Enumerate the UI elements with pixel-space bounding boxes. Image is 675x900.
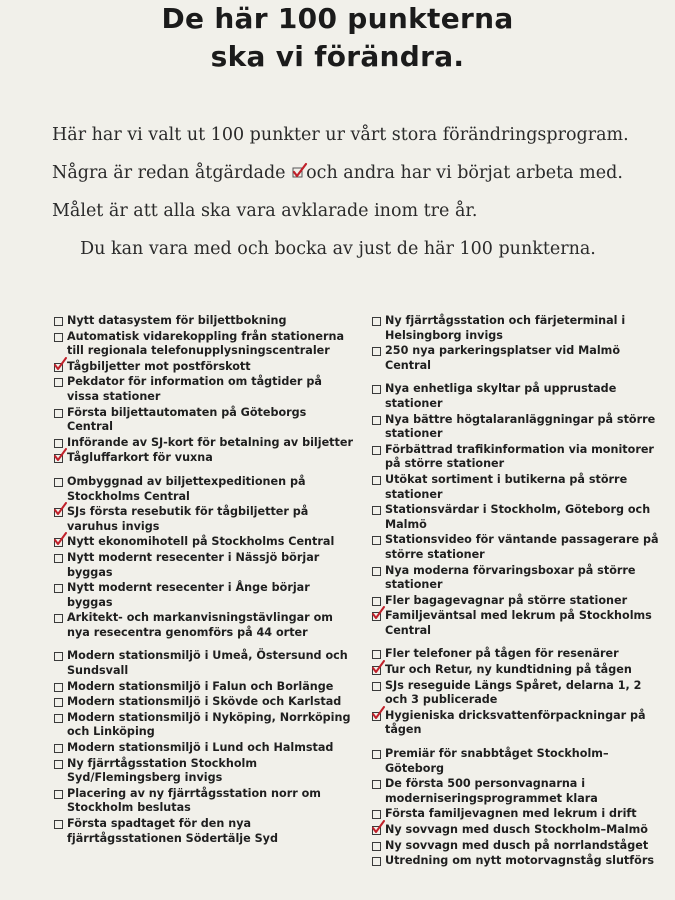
checkbox-icon [372, 842, 381, 851]
checklist-item [54, 505, 354, 534]
checklist-item [372, 413, 662, 442]
checkbox-icon [54, 409, 63, 418]
checklist-item-text: Placering av ny fjärrtågsstation norr om Stockholm beslutas [67, 786, 321, 815]
intro-line-2 [52, 154, 652, 192]
checkbox-icon [372, 650, 381, 659]
checklist-item-text: Första spadtaget för den nya fjärrtågsstationen Södertälje Syd [67, 817, 278, 845]
checkbox-icon [372, 567, 381, 576]
checklist-item [54, 680, 354, 695]
checklist-item [54, 475, 354, 504]
checklist-item [372, 503, 662, 532]
checkbox-icon [54, 614, 63, 623]
checklist-item-text: Ny sovvagn med dusch på norrlandståget [385, 838, 649, 852]
checkmark-icon [371, 706, 385, 720]
headline-line-2: ska vi förändra. [210, 40, 465, 73]
intro-text [52, 116, 652, 268]
intro-line-3: Målet är att alla ska vara avklarade inom tre år. [52, 201, 478, 221]
checklist-item-text: Nya bättre högtalaranläggningar på större stationer [385, 412, 656, 441]
checklist-item-text: Pekdator för information om tågtider på vissa stationer [67, 375, 322, 403]
checklist-item-text: Tågbiljetter mot postförskott [67, 359, 251, 373]
checkbox-icon [54, 478, 63, 487]
checklist-group [54, 475, 354, 641]
checkmark-icon [371, 660, 385, 674]
checkbox-icon [54, 439, 63, 448]
checklist-item [372, 747, 662, 776]
intro-line-2-end: och andra har vi börjat arbeta med. [306, 163, 623, 183]
checklist-item [372, 854, 662, 869]
checklist-item [54, 757, 354, 786]
checkbox-icon [372, 750, 381, 759]
checklist-item-text: De första 500 personvagnarna i moderniseringsprogrammet klara [385, 777, 598, 805]
checklist-item-text: Modern stationsmiljö i Skövde och Karlstad [67, 695, 342, 709]
checklist-item [54, 330, 354, 359]
checklist-item-text: Ny fjärrtågsstation Stockholm Syd/Flemingsberg invigs [67, 756, 257, 785]
checkbox-icon [54, 554, 63, 563]
checklist-item [54, 406, 354, 435]
checklist-item-text: Nytt modernt resecenter i Ånge börjar byggas [67, 581, 310, 609]
checklist-item [54, 436, 354, 451]
checklist-item-text: Fler bagagevagnar på större stationer [385, 593, 628, 607]
checklist-item-text: Premiär för snabbtåget Stockholm–Göteborg [385, 747, 609, 775]
intro-line-4: Du kan vara med och bocka av just de här 100 punkterna. [80, 239, 596, 259]
checkbox-icon [54, 584, 63, 593]
checklist-item [54, 711, 354, 740]
checklist-item [54, 314, 354, 329]
left-checklist [54, 314, 354, 855]
checkmark-icon [53, 448, 67, 462]
checklist-group [372, 747, 662, 869]
checkbox-icon [372, 317, 381, 326]
checkmark-icon [53, 532, 67, 546]
checklist-item-text: Nytt ekonomihotell på Stockholms Central [67, 535, 335, 549]
checklist-item [372, 564, 662, 593]
checklist-group [54, 314, 354, 466]
checkbox-icon [372, 416, 381, 425]
checklist-group [372, 647, 662, 738]
checklist-item-text: Första familjevagnen med lekrum i drift [385, 807, 637, 821]
checklist-item-text: Modern stationsmiljö i Falun och Borlänge [67, 679, 334, 693]
checklist-item-text: Nya enhetliga skyltar på upprustade stationer [385, 382, 617, 410]
checkmark-icon [292, 167, 305, 179]
checklist-item [54, 817, 354, 846]
checklist-item-text: Ombyggnad av biljettexpeditionen på Stockholms Central [67, 474, 306, 503]
checkbox-icon [372, 446, 381, 455]
checklist-item [54, 695, 354, 710]
checklist-item-text: Första biljettautomaten på Göteborgs Central [67, 405, 307, 434]
checklist-item [372, 839, 662, 854]
checklist-item-text: Modern stationsmiljö i Lund och Halmstad [67, 741, 334, 755]
checkmark-icon [371, 606, 385, 620]
checkbox-icon [372, 682, 381, 691]
checkbox-icon [54, 714, 63, 723]
checklist-item [54, 787, 354, 816]
checkbox-icon [54, 652, 63, 661]
checkbox-icon [372, 810, 381, 819]
checkbox-icon [372, 597, 381, 606]
checklist-item [54, 611, 354, 640]
checklist-item-text: Nytt modernt resecenter i Nässjö börjar byggas [67, 550, 320, 579]
checkbox-icon [372, 780, 381, 789]
checkbox-icon [54, 760, 63, 769]
checklist-item [54, 741, 354, 756]
checkmark-icon [371, 820, 385, 834]
checklist-item [372, 679, 662, 708]
checklist-item [372, 594, 662, 609]
checklist-item-text: Automatisk vidarekoppling från stationerna till regionala telefonupplysningscentraler [67, 329, 345, 358]
checkbox-icon [54, 378, 63, 387]
intro-line-2-start: Några är redan åtgärdade [52, 163, 286, 183]
checkbox-icon [372, 347, 381, 356]
checklist-group [372, 382, 662, 638]
checklist-item [372, 807, 662, 822]
checklist-item [54, 375, 354, 404]
checklist-item-text: Stationsvärdar i Stockholm, Göteborg och Malmö [385, 503, 651, 531]
checkbox-icon [54, 698, 63, 707]
checkbox-icon [54, 333, 63, 342]
checklist-item [372, 344, 662, 373]
checklist-item [372, 382, 662, 411]
checklist-item [372, 709, 662, 738]
checklist-item-text: Tur och Retur, ny kundtidning på tågen [385, 663, 632, 677]
checklist-item [372, 314, 662, 343]
checklist-item-text: Fler telefoner på tågen för resenärer [385, 647, 619, 661]
checklist-item [372, 473, 662, 502]
checklist-group [372, 314, 662, 373]
checklist-item-text: SJs första resebutik för tågbiljetter på varuhus invigs [67, 505, 309, 533]
checklist-item-text: Förbättrad trafikinformation via monitorer på större stationer [385, 442, 654, 471]
checklist-item [54, 451, 354, 466]
checklist-item [54, 360, 354, 375]
checklist-item [372, 777, 662, 806]
checklist-item-text: Tågluffarkort för vuxna [67, 451, 213, 465]
checklist-item [372, 533, 662, 562]
checkmark-icon [53, 357, 67, 371]
checklist-item-text: Ny fjärrtågsstation och färjeterminal i Helsingborg invigs [385, 314, 626, 342]
checklist-item-text: Hygieniska dricksvattenförpackningar på tågen [385, 708, 646, 737]
checklist-item-text: Stationsvideo för väntande passagerare på större stationer [385, 533, 659, 561]
checkbox-icon [54, 820, 63, 829]
intro-line-1: Här har vi valt ut 100 punkter ur vårt stora förändringsprogram. [52, 125, 629, 145]
checklist-group [54, 649, 354, 846]
checklist-item [54, 551, 354, 580]
checklist-item-text: Modern stationsmiljö i Nyköping, Norrköping och Linköping [67, 710, 351, 739]
checklist-item-text: Modern stationsmiljö i Umeå, Östersund och Sundsvall [67, 649, 348, 678]
checklist-item-text: Familjeväntsal med lekrum på Stockholms Central [385, 609, 652, 637]
checklist-item [372, 443, 662, 472]
checklist-item [372, 609, 662, 638]
checkbox-icon [54, 683, 63, 692]
checklist-item [372, 663, 662, 678]
checklist-item [54, 649, 354, 678]
checklist-item-text: Ny sovvagn med dusch Stockholm–Malmö [385, 823, 648, 836]
right-checklist [372, 314, 662, 878]
checklist-item [54, 535, 354, 550]
checklist-item-text: Arkitekt- och markanvisningstävlingar om nya resecentra genomförs på 44 orter [67, 611, 333, 639]
checkbox-icon [372, 506, 381, 515]
checkbox-icon [372, 857, 381, 866]
checkbox-icon [54, 744, 63, 753]
checkbox-icon [372, 385, 381, 394]
checkbox-icon [54, 317, 63, 326]
checkbox-icon [54, 790, 63, 799]
checklist-item [372, 647, 662, 662]
headline [0, 0, 675, 76]
checklist-item-text: 250 nya parkeringsplatser vid Malmö Central [385, 344, 621, 372]
checklist-item-text: Utökat sortiment i butikerna på större stationer [385, 472, 628, 501]
checkmark-icon [53, 502, 67, 516]
checkbox-icon [372, 536, 381, 545]
checklist-item-text: Utredning om nytt motorvagnståg slutförs [385, 854, 655, 868]
checklist-item-text: Nya moderna förvaringsboxar på större stationer [385, 563, 636, 592]
checklist-item [372, 823, 662, 838]
checklist-item-text: Nytt datasystem för biljettbokning [67, 314, 287, 327]
checklist-item-text: SJs reseguide Längs Spåret, delarna 1, 2 och 3 publicerade [385, 678, 642, 707]
checklist-item [54, 581, 354, 610]
checkbox-icon [372, 476, 381, 485]
checklist-item-text: Införande av SJ-kort för betalning av biljetter [67, 435, 353, 449]
headline-line-1: De här 100 punkterna [161, 2, 514, 35]
